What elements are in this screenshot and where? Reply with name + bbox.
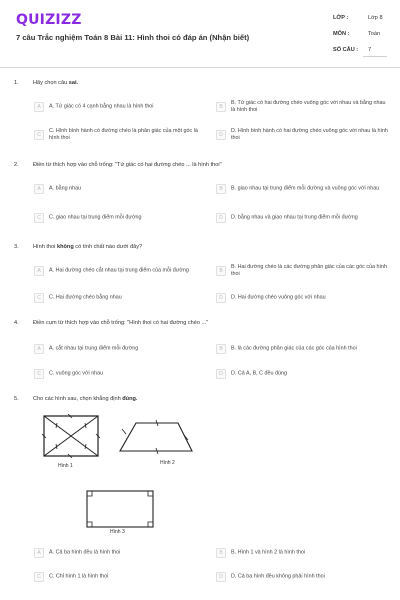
option-text: D. Cả A, B, C đều đúng — [231, 370, 288, 377]
meta-count-label: SỐ CÂU : — [333, 47, 359, 53]
figure-1-caption: Hình 1 — [58, 463, 73, 469]
option-letter: D — [216, 369, 226, 379]
option-text: B. Hình 1 và hình 2 là hình thoi — [231, 549, 306, 556]
option-text: C. vuông góc với nhau — [49, 370, 104, 377]
q1-option-d[interactable] — [216, 128, 386, 142]
option-text: A. cắt nhau tại trung điểm mỗi đường — [49, 345, 139, 352]
figure-2-caption: Hình 2 — [160, 460, 175, 466]
option-letter: B — [216, 344, 226, 354]
q2-option-a[interactable] — [34, 182, 204, 196]
meta-count-underline — [363, 56, 387, 57]
question-number: 1. — [14, 80, 19, 86]
meta-class-value: Lớp 8 — [368, 15, 383, 21]
option-letter: B — [216, 266, 226, 276]
question-number: 4. — [14, 320, 19, 326]
q2-option-b[interactable] — [216, 182, 386, 196]
figure-1-rhombus — [42, 414, 100, 458]
q5-option-a[interactable] — [34, 546, 204, 560]
option-text: C. Hình bình hành có đường chéo là phân giác của một góc là hình thoi — [49, 127, 198, 141]
q4-option-d[interactable] — [216, 367, 386, 381]
option-letter: D — [216, 130, 226, 140]
option-text: B. là các đường phân giác của các góc của hình thoi — [231, 345, 357, 352]
worksheet-title: 7 câu Trắc nghiệm Toán 8 Bài 11: Hình thoi có đáp án (Nhận biết) — [16, 33, 250, 42]
q5-option-c[interactable] — [34, 570, 204, 584]
option-letter: C — [34, 130, 44, 140]
option-letter: A — [34, 184, 44, 194]
option-letter: B — [216, 548, 226, 558]
option-letter: C — [34, 293, 44, 303]
option-letter: A — [34, 102, 44, 112]
option-letter: C — [34, 213, 44, 223]
meta-class-label: LỚP : — [333, 15, 349, 21]
question-number: 3. — [14, 244, 19, 250]
option-text: D. bằng nhau và giao nhau tại trung điểm mỗi đường — [231, 214, 358, 221]
option-text: D. Hình bình hành có hai đường chéo vuông góc với nhau là hình thoi — [231, 127, 388, 141]
question-number: 2. — [14, 162, 19, 168]
option-letter: B — [216, 184, 226, 194]
q5-option-d[interactable] — [216, 570, 386, 584]
q1-option-c[interactable] — [34, 128, 204, 142]
option-text: B. giao nhau tại trung điểm mỗi đường và vuông góc với nhau — [231, 185, 380, 192]
q4-option-a[interactable] — [34, 342, 204, 356]
option-text: A. Cả ba hình đều là hình thoi — [49, 549, 121, 556]
option-letter: C — [34, 572, 44, 582]
q2-option-d[interactable] — [216, 211, 386, 225]
meta-subject-value: Toán — [368, 31, 381, 37]
q1-option-a[interactable] — [34, 100, 204, 114]
option-letter: A — [34, 266, 44, 276]
quizizz-logo: QUIZIZZ — [16, 12, 82, 28]
q5-option-b[interactable] — [216, 546, 386, 560]
q3-option-b[interactable] — [216, 264, 386, 278]
worksheet-header — [0, 0, 400, 68]
meta-subject-label: MÔN : — [333, 31, 350, 37]
question-text: Cho các hình sau, chọn khẳng định đúng. — [33, 396, 138, 402]
q3-option-d[interactable] — [216, 291, 386, 305]
q3-option-c[interactable] — [34, 291, 204, 305]
option-letter: A — [34, 548, 44, 558]
option-letter: D — [216, 293, 226, 303]
option-text: A. bằng nhau — [49, 185, 82, 192]
q4-option-c[interactable] — [34, 367, 204, 381]
question-text: Điền cụm từ thích hợp vào chỗ trống: "Hình thoi có hai đường chéo ..." — [33, 320, 209, 326]
option-letter: A — [34, 344, 44, 354]
option-text: B. Tứ giác có hai đường chéo vuông góc với nhau và bằng nhau là hình thoi — [231, 99, 386, 113]
question-text: Hãy chọn câu sai. — [33, 80, 79, 86]
question-text: Điền từ thích hợp vào chỗ trống: "Tứ giác có hai đường chéo ... là hình thoi" — [33, 162, 222, 168]
option-letter: D — [216, 213, 226, 223]
meta-count-value: 7 — [368, 47, 372, 53]
question-number: 5. — [14, 396, 19, 402]
option-letter: C — [34, 369, 44, 379]
q4-option-b[interactable] — [216, 342, 386, 356]
option-letter: B — [216, 102, 226, 112]
option-letter: D — [216, 572, 226, 582]
option-text: D. Hai đường chéo vuông góc với nhau — [231, 294, 326, 301]
option-text: D. Cả ba hình đều không phải hình thoi — [231, 573, 325, 580]
option-text: A. Tứ giác có 4 cạnh bằng nhau là hình thoi — [49, 103, 154, 110]
question-text: Hình thoi không có tính chất nào dưới đây? — [33, 244, 143, 250]
q3-option-a[interactable] — [34, 264, 204, 278]
figure-3-caption: Hình 3 — [110, 529, 125, 535]
figure-3-rectangle — [85, 489, 155, 529]
option-text: C. Chỉ hình 1 là hình thoi — [49, 573, 109, 580]
figure-2-parallelogram — [118, 420, 194, 454]
option-text: C. giao nhau tại trung điểm mỗi đường — [49, 214, 142, 221]
q1-option-b[interactable] — [216, 100, 386, 114]
option-text: A. Hai đường chéo cắt nhau tại trung điểm của mỗi đường — [49, 267, 189, 274]
q2-option-c[interactable] — [34, 211, 204, 225]
option-text: B. Hai đường chéo là các đường phân giác của các góc của hình thoi — [231, 263, 388, 277]
option-text: C. Hai đường chéo bằng nhau — [49, 294, 122, 301]
